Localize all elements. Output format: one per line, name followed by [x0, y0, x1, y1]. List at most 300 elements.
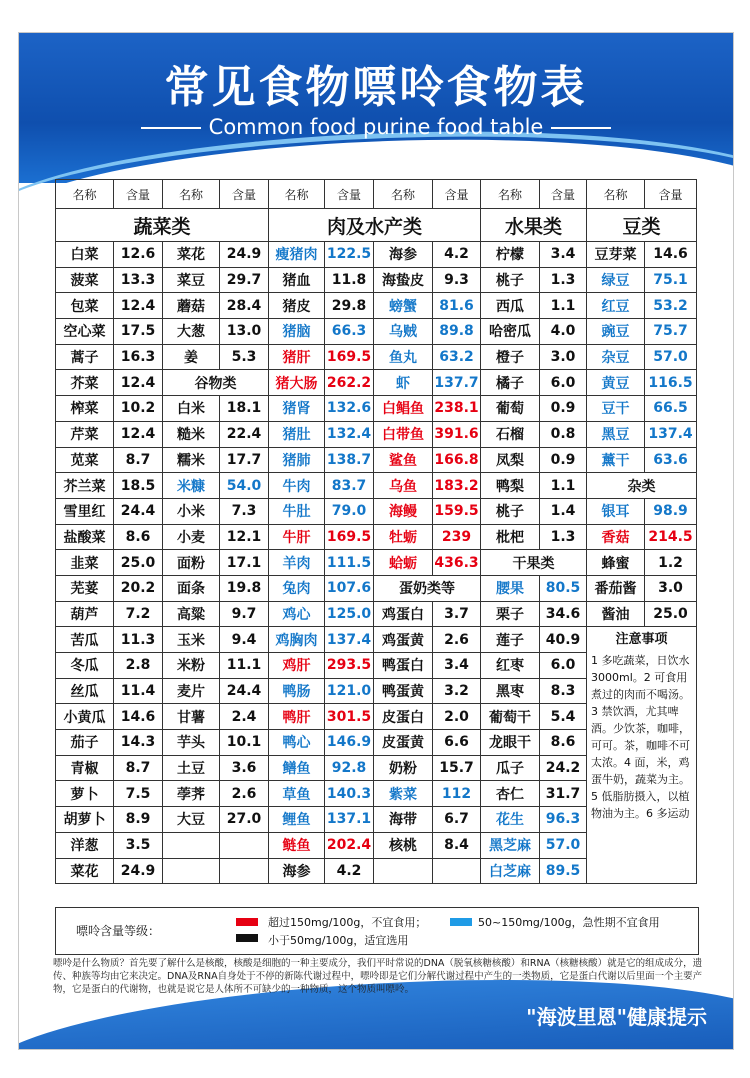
purine-value: 125.0: [325, 601, 374, 627]
food-name: 白带鱼: [374, 421, 433, 447]
legend-low-text: 小于50mg/100g，适宜选用: [268, 934, 409, 947]
food-name: 鳝鱼: [269, 755, 325, 781]
food-name: 胡萝卜: [56, 807, 114, 833]
food-name: 葡萄: [481, 396, 540, 422]
purine-value: 7.2: [114, 601, 163, 627]
food-name: 蘑菇: [163, 293, 220, 319]
food-name: 鸭肠: [269, 678, 325, 704]
purine-value: 146.9: [325, 730, 374, 756]
food-name: 牛肉: [269, 473, 325, 499]
purine-value: 166.8: [433, 447, 481, 473]
purine-value: 169.5: [325, 344, 374, 370]
food-name: 姜: [163, 344, 220, 370]
food-name: 西瓜: [481, 293, 540, 319]
food-name: 鸡蛋白: [374, 601, 433, 627]
table-row: [56, 344, 697, 370]
food-name: 黑枣: [481, 678, 540, 704]
food-name: 柠檬: [481, 242, 540, 268]
legend-mid-text: 50~150mg/100g，急性期不宜食用: [478, 916, 660, 929]
food-name: 白菜: [56, 242, 114, 268]
food-name: 鸭蛋黄: [374, 678, 433, 704]
category-row: [56, 209, 697, 242]
food-name: 腰果: [481, 575, 540, 601]
purine-value: 6.6: [433, 730, 481, 756]
purine-value: 12.1: [220, 524, 269, 550]
food-name: 猪皮: [269, 293, 325, 319]
table-row: [56, 447, 697, 473]
food-name: 茄子: [56, 730, 114, 756]
food-name: 猪肺: [269, 447, 325, 473]
food-name: 栗子: [481, 601, 540, 627]
food-name: 草鱼: [269, 781, 325, 807]
food-name: 苦瓜: [56, 627, 114, 653]
food-name: 糙米: [163, 421, 220, 447]
purine-value: 4.2: [433, 242, 481, 268]
food-name: 蛤蛎: [374, 550, 433, 576]
food-name: 鱼丸: [374, 344, 433, 370]
purine-value: 112: [433, 781, 481, 807]
purine-value: 4.2: [325, 858, 374, 884]
purine-value: 10.1: [220, 730, 269, 756]
purine-value: 34.6: [540, 601, 587, 627]
food-name: 猪肝: [269, 344, 325, 370]
food-name: 鸭蛋白: [374, 653, 433, 679]
purine-value: 12.4: [114, 370, 163, 396]
purine-value: 0.9: [540, 447, 587, 473]
purine-value: 7.3: [220, 498, 269, 524]
food-name: 酱油: [587, 601, 645, 627]
food-name: 奶粉: [374, 755, 433, 781]
food-name: 白米: [163, 396, 220, 422]
legend-swatch-low: [236, 934, 258, 942]
food-name: 小麦: [163, 524, 220, 550]
purine-value: 11.4: [114, 678, 163, 704]
food-name: 海带: [374, 807, 433, 833]
footer: [19, 953, 733, 1049]
purine-value: 79.0: [325, 498, 374, 524]
column-header: 名称: [481, 180, 540, 209]
empty-cell: [163, 858, 220, 884]
purine-value: 63.2: [433, 344, 481, 370]
food-name: 芜荽: [56, 575, 114, 601]
purine-value: 12.4: [114, 421, 163, 447]
legend-swatch-high: [236, 918, 258, 926]
purine-value: 1.1: [540, 293, 587, 319]
subtitle-line-right: [551, 127, 611, 129]
food-name: 红豆: [587, 293, 645, 319]
purine-value: 29.8: [325, 293, 374, 319]
purine-value: 0.8: [540, 421, 587, 447]
food-name: 荸荠: [163, 781, 220, 807]
table-header-row: [56, 180, 697, 209]
purine-value: 57.0: [645, 344, 697, 370]
food-name: 银耳: [587, 498, 645, 524]
food-name: 面粉: [163, 550, 220, 576]
purine-value: 66.3: [325, 319, 374, 345]
food-name: 猪脑: [269, 319, 325, 345]
purine-value: 24.9: [114, 858, 163, 884]
food-name: 杏仁: [481, 781, 540, 807]
food-name: 菜花: [56, 858, 114, 884]
food-name: 洋葱: [56, 832, 114, 858]
column-header: 名称: [56, 180, 114, 209]
purine-value: 3.0: [645, 575, 697, 601]
purine-value: 1.1: [540, 473, 587, 499]
food-name: 海参: [269, 858, 325, 884]
food-name: 猪血: [269, 267, 325, 293]
purine-value: 29.7: [220, 267, 269, 293]
purine-value: 5.4: [540, 704, 587, 730]
food-name: 空心菜: [56, 319, 114, 345]
food-name: 豆干: [587, 396, 645, 422]
notes-title: 注意事项: [615, 632, 668, 648]
category-meat: 肉及水产类: [269, 209, 481, 242]
purine-value: 137.4: [645, 421, 697, 447]
purine-value: 53.2: [645, 293, 697, 319]
purine-value: 6.7: [433, 807, 481, 833]
purine-value: 8.9: [114, 807, 163, 833]
notes-text: 1 多吃蔬菜，日饮水3000ml。2 可食用煮过的肉而不喝汤。3 禁饮酒，尤其啤酒。少饮茶，咖啡，可可。茶，咖啡不可太浓。4 面，米，鸡蛋牛奶，蔬菜为主。5 低脂肪摄入，以植物油为主。6 多运动: [591, 654, 690, 821]
empty-cell: [163, 832, 220, 858]
legend-swatch-mid: [450, 918, 472, 926]
purine-value: 238.1: [433, 396, 481, 422]
subtitle-text: Common food purine food table: [208, 115, 544, 139]
food-name: 米糠: [163, 473, 220, 499]
purine-value: 116.5: [645, 370, 697, 396]
purine-value: 25.0: [114, 550, 163, 576]
column-header: 含量: [433, 180, 481, 209]
purine-value: 80.5: [540, 575, 587, 601]
purine-value: 8.6: [540, 730, 587, 756]
food-name: 韭菜: [56, 550, 114, 576]
empty-cell: [433, 858, 481, 884]
food-name: 甘薯: [163, 704, 220, 730]
purine-value: 132.4: [325, 421, 374, 447]
food-name: 黑芝麻: [481, 832, 540, 858]
table-row: [56, 498, 697, 524]
purine-value: 3.4: [433, 653, 481, 679]
food-name: 瘦猪肉: [269, 242, 325, 268]
purine-explanation: 嘌呤是什么物质？首先要了解什么是核酸，核酸是细胞的一种主要成分，我们平时常说的DNA（脱氧核糖核酸）和RNA（核糖核酸）就是它的组成成分，遗传、种族等均由它来决定。DNA及RNA自身处于不停的新陈代谢过程中，嘌呤即是它们分解代谢过程中产生的一类物质，它是蛋白代谢以后里面一个主要产物，它是蛋白的代谢物，也就是说它是人体所不可缺少的一种物质，这个物质叫嘌呤。: [53, 958, 703, 995]
purine-value: 24.4: [114, 498, 163, 524]
purine-value: 83.7: [325, 473, 374, 499]
purine-value: 24.2: [540, 755, 587, 781]
food-name: 鲨鱼: [374, 447, 433, 473]
purine-value: 183.2: [433, 473, 481, 499]
purine-value: 137.4: [325, 627, 374, 653]
food-name: 海蛰皮: [374, 267, 433, 293]
purine-value: 9.7: [220, 601, 269, 627]
purine-value: 5.3: [220, 344, 269, 370]
food-name: 海参: [374, 242, 433, 268]
purine-value: 239: [433, 524, 481, 550]
purine-value: 14.6: [645, 242, 697, 268]
food-name: 绿豆: [587, 267, 645, 293]
food-name: 白鲳鱼: [374, 396, 433, 422]
food-name: 高粱: [163, 601, 220, 627]
food-name: 桃子: [481, 267, 540, 293]
purine-value: 2.0: [433, 704, 481, 730]
purine-value: 13.3: [114, 267, 163, 293]
food-name: 虾: [374, 370, 433, 396]
food-name: 枇杷: [481, 524, 540, 550]
purine-value: 132.6: [325, 396, 374, 422]
poster: [18, 32, 734, 1050]
food-name: 萝卜: [56, 781, 114, 807]
food-name: 乌贼: [374, 319, 433, 345]
food-name: 青椒: [56, 755, 114, 781]
purine-value: 63.6: [645, 447, 697, 473]
page-subtitle: [19, 115, 733, 139]
purine-value: 28.4: [220, 293, 269, 319]
food-name: 黑豆: [587, 421, 645, 447]
purine-value: 8.6: [114, 524, 163, 550]
purine-value: 75.1: [645, 267, 697, 293]
purine-value: 1.2: [645, 550, 697, 576]
purine-value: 24.4: [220, 678, 269, 704]
food-name: 鲢鱼: [269, 832, 325, 858]
food-name: 蜂蜜: [587, 550, 645, 576]
purine-value: 2.6: [433, 627, 481, 653]
purine-value: 18.1: [220, 396, 269, 422]
purine-value: 22.4: [220, 421, 269, 447]
food-name: 芹菜: [56, 421, 114, 447]
column-header: 含量: [114, 180, 163, 209]
purine-value: 3.2: [433, 678, 481, 704]
table-row: [56, 421, 697, 447]
food-name: 大葱: [163, 319, 220, 345]
purine-value: 121.0: [325, 678, 374, 704]
table-row: [56, 473, 697, 499]
food-name: 麦片: [163, 678, 220, 704]
food-name: 芋头: [163, 730, 220, 756]
purine-value: 66.5: [645, 396, 697, 422]
table-row: [56, 242, 697, 268]
purine-value: 24.9: [220, 242, 269, 268]
purine-value: 54.0: [220, 473, 269, 499]
purine-value: 3.5: [114, 832, 163, 858]
purine-value: 4.0: [540, 319, 587, 345]
food-name: 番茄酱: [587, 575, 645, 601]
purine-value: 202.4: [325, 832, 374, 858]
food-name: 葡萄干: [481, 704, 540, 730]
column-header: 含量: [540, 180, 587, 209]
legend-label: 嘌呤含量等级：: [76, 924, 161, 938]
purine-value: 301.5: [325, 704, 374, 730]
table-row: [56, 319, 697, 345]
category-fruit: 水果类: [481, 209, 587, 242]
empty-cell: [220, 858, 269, 884]
purine-value: 1.3: [540, 267, 587, 293]
food-name: 米粉: [163, 653, 220, 679]
food-name: 鸭心: [269, 730, 325, 756]
food-name: 土豆: [163, 755, 220, 781]
food-name: 桃子: [481, 498, 540, 524]
purine-value: 0.9: [540, 396, 587, 422]
purine-value: 96.3: [540, 807, 587, 833]
table-row: [56, 524, 697, 550]
table-row: [56, 601, 697, 627]
column-header: 名称: [587, 180, 645, 209]
column-header: 名称: [374, 180, 433, 209]
food-name: 瓜子: [481, 755, 540, 781]
food-name: 紫菜: [374, 781, 433, 807]
food-name: 橙子: [481, 344, 540, 370]
purine-value: 391.6: [433, 421, 481, 447]
food-name: 鸡心: [269, 601, 325, 627]
food-name: 白芝麻: [481, 858, 540, 884]
food-name: 牛肝: [269, 524, 325, 550]
brand-health-tip: "海波里恩"健康提示: [526, 1005, 707, 1029]
purine-value: 92.8: [325, 755, 374, 781]
category-vegetables: 蔬菜类: [56, 209, 269, 242]
food-name: 豌豆: [587, 319, 645, 345]
food-name: 鸡肝: [269, 653, 325, 679]
purine-value: 436.3: [433, 550, 481, 576]
purine-value: 262.2: [325, 370, 374, 396]
purine-value: 2.6: [220, 781, 269, 807]
food-name: 皮蛋黄: [374, 730, 433, 756]
purine-value: 169.5: [325, 524, 374, 550]
purine-value: 57.0: [540, 832, 587, 858]
food-name: 葫芦: [56, 601, 114, 627]
purine-value: 75.7: [645, 319, 697, 345]
purine-value: 137.1: [325, 807, 374, 833]
food-name: 小黄瓜: [56, 704, 114, 730]
food-name: 兔肉: [269, 575, 325, 601]
purine-value: 11.8: [325, 267, 374, 293]
section-dried: 干果类: [481, 550, 587, 576]
purine-value: 15.7: [433, 755, 481, 781]
purine-value: 20.2: [114, 575, 163, 601]
food-name: 龙眼干: [481, 730, 540, 756]
purine-value: 27.0: [220, 807, 269, 833]
purine-value: 14.6: [114, 704, 163, 730]
purine-value: 81.6: [433, 293, 481, 319]
purine-value: 214.5: [645, 524, 697, 550]
table-row: [56, 267, 697, 293]
column-header: 含量: [325, 180, 374, 209]
purine-value: 3.4: [540, 242, 587, 268]
purine-value: 17.7: [220, 447, 269, 473]
purine-value: 8.4: [433, 832, 481, 858]
food-name: 黄豆: [587, 370, 645, 396]
table-row: [56, 550, 697, 576]
purine-value: 3.7: [433, 601, 481, 627]
purine-value: 8.3: [540, 678, 587, 704]
category-beans: 豆类: [587, 209, 697, 242]
food-name: 榨菜: [56, 396, 114, 422]
table-row: [56, 396, 697, 422]
purine-value: 2.4: [220, 704, 269, 730]
table-row: [56, 627, 697, 653]
table-row: [56, 575, 697, 601]
column-header: 含量: [645, 180, 697, 209]
purine-value: 2.8: [114, 653, 163, 679]
purine-value: 140.3: [325, 781, 374, 807]
food-name: 橘子: [481, 370, 540, 396]
purine-value: 16.3: [114, 344, 163, 370]
purine-value: 159.5: [433, 498, 481, 524]
purine-value: 19.8: [220, 575, 269, 601]
purine-value: 8.7: [114, 755, 163, 781]
food-name: 菜豆: [163, 267, 220, 293]
food-name: 皮蛋白: [374, 704, 433, 730]
food-name: 盐酸菜: [56, 524, 114, 550]
purine-value: 10.2: [114, 396, 163, 422]
purine-value: 7.5: [114, 781, 163, 807]
purine-table: [55, 179, 697, 884]
notes-cell: [587, 627, 697, 884]
food-name: 乌鱼: [374, 473, 433, 499]
food-name: 猪肚: [269, 421, 325, 447]
purine-value: 11.1: [220, 653, 269, 679]
food-name: 莲子: [481, 627, 540, 653]
food-name: 香菇: [587, 524, 645, 550]
food-name: 石榴: [481, 421, 540, 447]
empty-cell: [374, 858, 433, 884]
food-name: 鸭梨: [481, 473, 540, 499]
column-header: 含量: [220, 180, 269, 209]
subtitle-line-left: [141, 127, 201, 129]
purine-value: 17.5: [114, 319, 163, 345]
purine-value: 25.0: [645, 601, 697, 627]
purine-value: 137.7: [433, 370, 481, 396]
food-name: 豆芽菜: [587, 242, 645, 268]
purine-value: 6.0: [540, 370, 587, 396]
empty-cell: [220, 832, 269, 858]
section-grains: 谷物类: [163, 370, 269, 396]
food-name: 玉米: [163, 627, 220, 653]
purine-value: 293.5: [325, 653, 374, 679]
food-name: 苋菜: [56, 447, 114, 473]
food-name: 芥兰菜: [56, 473, 114, 499]
page-title: 常见食物嘌呤食物表: [164, 62, 588, 113]
purine-value: 3.6: [220, 755, 269, 781]
food-name: 猪大肠: [269, 370, 325, 396]
purine-value: 1.3: [540, 524, 587, 550]
purine-value: 13.0: [220, 319, 269, 345]
food-name: 花生: [481, 807, 540, 833]
purine-value: 107.6: [325, 575, 374, 601]
food-name: 鸡蛋黄: [374, 627, 433, 653]
purine-value: 12.6: [114, 242, 163, 268]
food-name: 冬瓜: [56, 653, 114, 679]
food-name: 哈密瓜: [481, 319, 540, 345]
purine-value: 9.3: [433, 267, 481, 293]
food-name: 鸭肝: [269, 704, 325, 730]
food-name: 小米: [163, 498, 220, 524]
food-name: 鲤鱼: [269, 807, 325, 833]
table-row: [56, 293, 697, 319]
legend-high-text: 超过150mg/100g，不宜食用；: [268, 916, 427, 929]
purine-value: 11.3: [114, 627, 163, 653]
section-eggs: 蛋奶类等: [374, 575, 481, 601]
food-name: 杂豆: [587, 344, 645, 370]
food-name: 大豆: [163, 807, 220, 833]
purine-value: 3.0: [540, 344, 587, 370]
food-name: 猪肾: [269, 396, 325, 422]
purine-value: 18.5: [114, 473, 163, 499]
purine-value: 138.7: [325, 447, 374, 473]
purine-value: 40.9: [540, 627, 587, 653]
food-name: 凤梨: [481, 447, 540, 473]
food-name: 薰干: [587, 447, 645, 473]
purine-value: 98.9: [645, 498, 697, 524]
section-misc: 杂类: [587, 473, 697, 499]
food-name: 羊肉: [269, 550, 325, 576]
food-name: 包菜: [56, 293, 114, 319]
